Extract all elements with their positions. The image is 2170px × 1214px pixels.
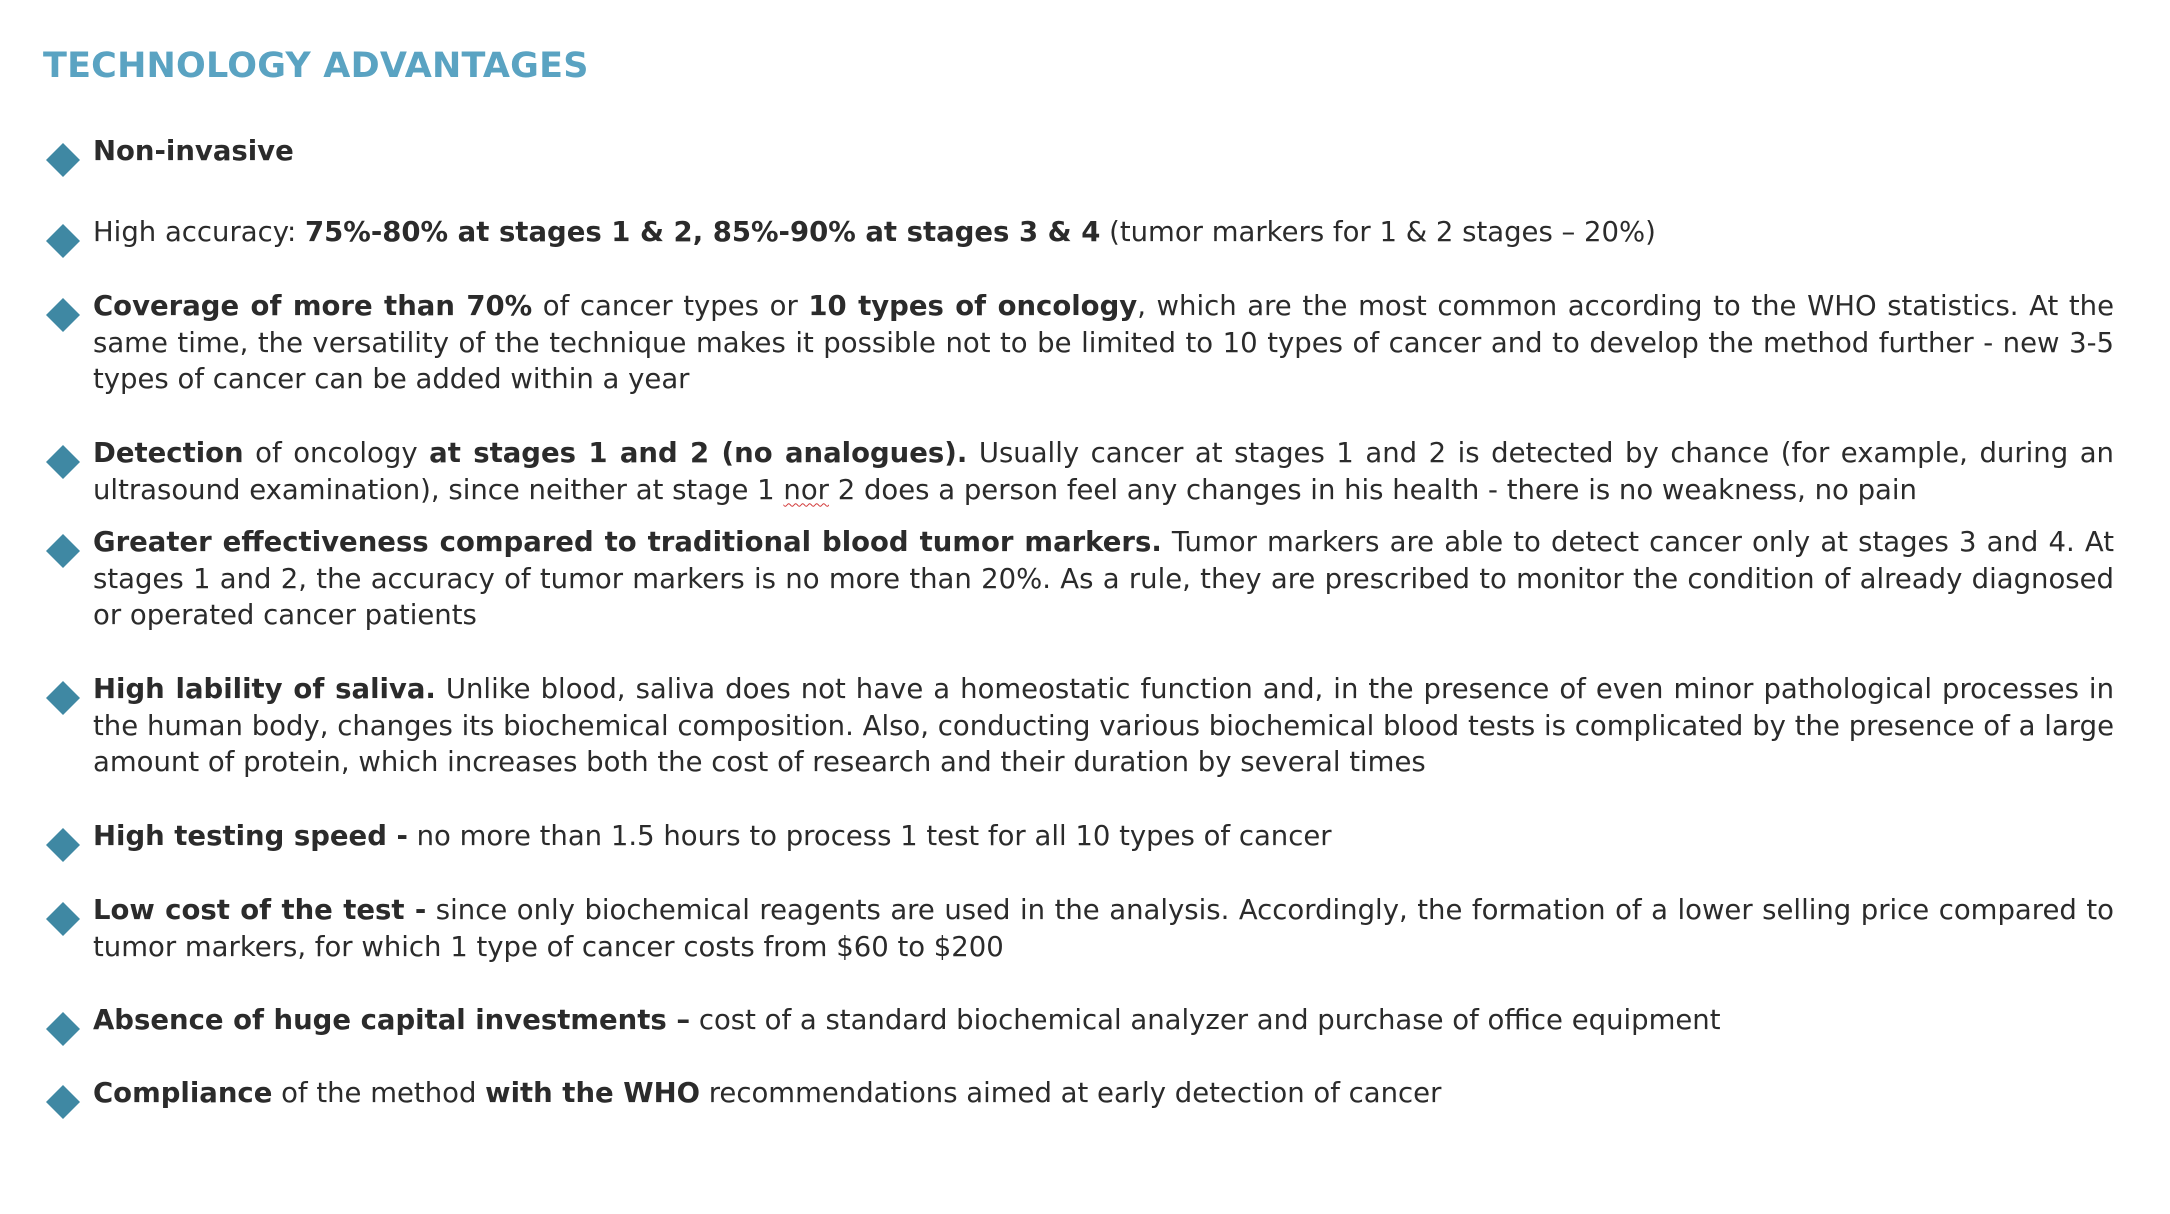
item-text (93, 818, 2114, 855)
item-plain-text: Tumor markers are able to detect cancer only at stages 3 and 4. At stages 1 and 2, the accuracy of tumor markers is no more than 20%. As a rule, they are prescribed to monitor the condition of already diagnosed or operated cancer patients (93, 526, 2114, 631)
item-plain-text: no more than 1.5 hours to process 1 test for all 10 types of cancer (407, 820, 1332, 852)
item-plain-text: High accuracy: (93, 216, 306, 248)
item-plain-text: of the method (272, 1077, 486, 1109)
item-plain-text: Usually cancer at stages 1 and 2 is detected by chance (for example, during an ultrasound examination), since neither at stage 1 (93, 437, 2114, 506)
list-item-compliance (44, 1075, 2114, 1112)
item-plain-text: cost of a standard biochemical analyzer and purchase of office equipment (690, 1004, 1721, 1036)
item-plain-text: recommendations aimed at early detection of cancer (699, 1077, 1442, 1109)
list-item-effectiveness (44, 524, 2114, 634)
diamond-bullet-icon (46, 902, 72, 928)
spellcheck-flagged-word: nor (783, 473, 829, 506)
diamond-bullet-icon (46, 143, 72, 169)
item-text (93, 288, 2114, 398)
list-item-capital (44, 1002, 2114, 1039)
list-item-non-invasive (44, 133, 2114, 170)
item-bold-text: Detection (93, 437, 244, 469)
diamond-bullet-icon (46, 1012, 72, 1038)
item-bold-text: Low cost of the test - (93, 894, 427, 926)
item-plain-text: since only biochemical reagents are used in the analysis. Accordingly, the formation of a lower selling price compared to tumor markers, for which 1 type of cancer costs from $60 to $200 (93, 894, 2114, 963)
item-text (93, 671, 2114, 781)
diamond-bullet-icon (46, 445, 72, 471)
item-plain-text: (tumor markers for 1 & 2 stages – 20%) (1100, 216, 1656, 248)
item-bold-text: 75%-80% at stages 1 & 2, 85%-90% at stages 3 & 4 (305, 216, 1101, 248)
item-plain-text: 2 does a person feel any changes in his health - there is no weakness, no pain (828, 473, 1917, 506)
item-plain-text: of cancer types or (532, 290, 809, 322)
item-bold-text: Non-invasive (93, 135, 294, 167)
list-item-speed (44, 818, 2114, 855)
item-bold-text: 10 types of oncology (808, 290, 1138, 322)
item-text (93, 214, 2114, 251)
item-plain-text: , which are the most common according to the WHO statistics. At the same time, the versatility of the technique makes it possible not to be limited to 10 types of cancer and to develop the method further - new 3-5 types of cancer can be added within a year (93, 290, 2114, 395)
item-plain-text: of oncology (243, 437, 430, 469)
item-bold-text: High lability of saliva. (93, 673, 436, 705)
item-bold-text: at stages 1 and 2 (no analogues). (429, 437, 968, 469)
item-bold-text: High testing speed - (93, 820, 408, 852)
item-bold-text: Greater effectiveness compared to traditional blood tumor markers. (93, 526, 1162, 558)
item-text (93, 133, 2114, 170)
diamond-bullet-icon (46, 534, 72, 560)
diamond-bullet-icon (46, 1085, 72, 1111)
item-bold-text: Absence of huge capital investments – (93, 1004, 691, 1036)
item-text (93, 435, 2114, 508)
list-item-detection (44, 435, 2114, 508)
diamond-bullet-icon (46, 828, 72, 854)
item-bold-text: Coverage of more than 70% (93, 290, 533, 322)
item-bold-text: Compliance (93, 1077, 273, 1109)
item-plain-text: Unlike blood, saliva does not have a homeostatic function and, in the presence of even minor pathological processes in the human body, changes its biochemical composition. Also, conducting various biochemical blood tests is complicated by the presence of a large amount of protein, which increases both the cost of research and their duration by several times (93, 673, 2115, 778)
diamond-bullet-icon (46, 681, 72, 707)
list-item-high-accuracy (44, 214, 2114, 251)
diamond-bullet-icon (46, 298, 72, 324)
slide-title: TECHNOLOGY ADVANTAGES (43, 46, 589, 86)
diamond-bullet-icon (46, 224, 72, 250)
item-bold-text: with the WHO (485, 1077, 700, 1109)
item-text (93, 892, 2114, 965)
item-text (93, 524, 2114, 634)
item-text (93, 1075, 2114, 1112)
list-item-saliva (44, 671, 2114, 781)
item-text (93, 1002, 2114, 1039)
list-item-coverage (44, 288, 2114, 398)
list-item-low-cost (44, 892, 2114, 965)
